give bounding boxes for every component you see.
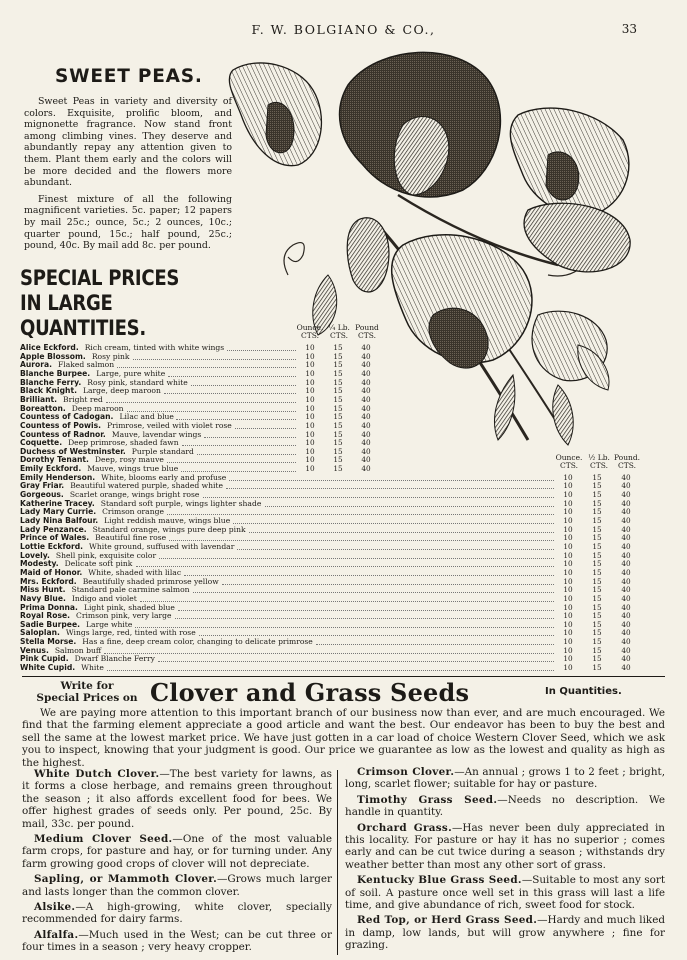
variety-description: Salmon buff bbox=[54, 645, 102, 655]
seed-description: —Needs no description. We handle in quantity. bbox=[345, 793, 665, 819]
variety-description: Has a fine, deep cream color, changing to delicate primrose bbox=[82, 637, 313, 647]
dot-leader bbox=[178, 604, 554, 611]
price-ounce: 10 bbox=[305, 464, 315, 474]
clover-title: Clover and Grass Seeds bbox=[150, 678, 470, 707]
dot-leader bbox=[136, 560, 554, 567]
price-ounce: 10 bbox=[563, 654, 573, 664]
variety-row bbox=[20, 664, 645, 673]
price-pound: 40 bbox=[361, 394, 371, 404]
variety-name: Gray Friar. bbox=[20, 481, 65, 491]
variety-description: Crimson pink, very large bbox=[76, 611, 172, 621]
variety-name: Pink Cupid. bbox=[20, 654, 69, 664]
price-pound: 40 bbox=[621, 524, 631, 534]
price-ounce: 10 bbox=[563, 585, 573, 595]
variety-name: Mrs. Eckford. bbox=[20, 576, 77, 586]
variety-name: Countess of Cadogan. bbox=[20, 412, 114, 422]
variety-name: Boreatton. bbox=[20, 403, 66, 413]
variety-name: Lottie Eckford. bbox=[20, 541, 84, 551]
price-quarter-lb: 15 bbox=[592, 524, 602, 534]
seed-description: —Grows much larger and lasts longer than the common clover. bbox=[22, 873, 332, 898]
special-line-2: IN LARGE QUANTITIES. bbox=[20, 291, 147, 340]
price-pound: 40 bbox=[621, 498, 631, 508]
variety-name: Lady Nina Balfour. bbox=[20, 516, 99, 525]
variety-name: Coquette. bbox=[20, 438, 63, 448]
dot-leader bbox=[227, 344, 296, 351]
price-quarter-lb: 15 bbox=[592, 541, 602, 551]
price-quarter-lb: 15 bbox=[592, 533, 602, 543]
price-pound: 40 bbox=[361, 377, 371, 387]
price-ounce: 10 bbox=[305, 455, 315, 465]
dot-leader bbox=[204, 431, 296, 438]
price-pound: 40 bbox=[621, 507, 631, 517]
price-ounce: 10 bbox=[305, 351, 315, 361]
variety-description: Light reddish mauve, wings blue bbox=[104, 516, 231, 525]
price-pound: 40 bbox=[621, 585, 631, 595]
intro-paragraph-2: Finest mixture of all the following magnificent varieties. 5c. paper; 12 papers by mail 25c.; ounce, 5c.; 2 ounces, 10c.; quarter pound, 15c.; half pound, 25c.; pound, 40c. By mail add 8c. per pound. bbox=[24, 193, 232, 252]
seed-description: —Much used in the West; can be cut three or four times in a season ; very heavy cropper. bbox=[22, 928, 332, 954]
price-quarter-lb: 15 bbox=[592, 516, 602, 525]
price-quarter-lb: 15 bbox=[333, 343, 343, 352]
special-prices-heading bbox=[20, 266, 218, 341]
price-quarter-lb: 15 bbox=[333, 368, 343, 378]
variety-description: White bbox=[81, 663, 104, 673]
col-pound-header: Pound CTS. bbox=[355, 323, 379, 340]
seed-name: White Dutch Clover. bbox=[34, 768, 160, 780]
special-prices-on-text: Special Prices on bbox=[36, 692, 138, 704]
variety-name: Lovely. bbox=[20, 550, 50, 560]
price-ounce: 10 bbox=[563, 611, 573, 621]
dot-leader bbox=[229, 474, 554, 481]
dot-leader bbox=[197, 448, 296, 455]
variety-description: Scarlet orange, wings bright rose bbox=[69, 490, 200, 500]
dot-leader bbox=[104, 647, 554, 654]
variety-description: White, blooms early and profuse bbox=[101, 472, 227, 482]
price-quarter-lb: 15 bbox=[333, 429, 343, 439]
price-quarter-lb: 15 bbox=[333, 464, 343, 474]
dot-leader bbox=[203, 491, 554, 498]
variety-description: Standard orange, wings pure deep pink bbox=[92, 524, 246, 534]
intro-paragraph-1: Sweet Peas in variety and diversity of colors. Exquisite, prolific bloom, and mignonette fragrance. Now stand front among climbing vines. They deserve and abundantly repay any attention given to them. Plant them early and the colors will be more decided and the flowers more abundant. bbox=[24, 96, 232, 189]
variety-description: Dwarf Blanche Ferry bbox=[74, 654, 155, 664]
seed-name: Red Top, or Herd Grass Seed. bbox=[357, 914, 538, 927]
seed-entry bbox=[22, 929, 332, 954]
price-ounce: 10 bbox=[305, 368, 315, 378]
variety-name: Prima Donna. bbox=[20, 602, 78, 612]
price-ounce: 10 bbox=[563, 481, 573, 491]
variety-description: Large, pure white bbox=[96, 368, 166, 378]
variety-description: Standard pale carmine salmon bbox=[71, 585, 190, 595]
dot-leader bbox=[167, 456, 296, 463]
dot-leader bbox=[167, 508, 554, 515]
price-quarter-lb: 15 bbox=[592, 619, 602, 629]
price-pound: 40 bbox=[361, 429, 371, 439]
price-quarter-lb: 15 bbox=[592, 490, 602, 500]
price-pound: 40 bbox=[361, 446, 371, 456]
dot-leader bbox=[158, 655, 554, 662]
variety-description: Mauve, lavendar wings bbox=[111, 429, 202, 439]
price-quarter-lb: 15 bbox=[592, 663, 602, 673]
variety-name: Modesty. bbox=[20, 559, 59, 569]
price-ounce: 10 bbox=[563, 472, 573, 482]
price-ounce: 10 bbox=[563, 645, 573, 655]
seed-description: —A high-growing, white clover, specially recommended for dairy farms. bbox=[22, 901, 332, 926]
seed-name: Orchard Grass. bbox=[357, 821, 453, 834]
dot-leader bbox=[182, 439, 296, 446]
price-ounce: 10 bbox=[563, 550, 573, 560]
price-quarter-lb: 15 bbox=[592, 654, 602, 664]
price-ounce: 10 bbox=[563, 628, 573, 638]
price-ounce: 10 bbox=[305, 386, 315, 396]
price-ounce: 10 bbox=[563, 541, 573, 551]
variety-row bbox=[20, 638, 645, 647]
variety-name: White Cupid. bbox=[20, 663, 76, 673]
price-pound: 40 bbox=[621, 541, 631, 551]
variety-name: Brilliant. bbox=[20, 394, 57, 404]
variety-name: Stella Morse. bbox=[20, 637, 77, 647]
dot-leader bbox=[135, 621, 554, 628]
page-number: 33 bbox=[621, 22, 637, 36]
seed-entry bbox=[345, 874, 665, 911]
variety-row bbox=[20, 655, 645, 664]
price-ounce: 10 bbox=[563, 559, 573, 569]
price-ounce: 10 bbox=[563, 507, 573, 517]
price-pound: 40 bbox=[361, 368, 371, 378]
price-quarter-lb: 15 bbox=[333, 360, 343, 370]
variety-description: Rosy pink bbox=[91, 351, 130, 361]
seed-name: Kentucky Blue Grass Seed. bbox=[357, 874, 522, 887]
seeds-left-column bbox=[22, 768, 332, 957]
dot-leader bbox=[184, 569, 554, 576]
dot-leader bbox=[107, 664, 554, 671]
price-ounce: 10 bbox=[305, 394, 315, 404]
seed-entry bbox=[22, 901, 332, 926]
clover-intro: We are paying more attention to this important branch of our business now than ever, and are much encouraged. We find that the farming element appreciate a good article and want the best. Our endeavor has been to buy the best and sell the same at the lowest market price. We have just gotten in a car load of choice Western Clover Seed, which we ask you to inspect, knowing that your judgment is good. Our price we guarantee as low as the lowest and quality as high as the highest. bbox=[22, 707, 665, 769]
price-ounce: 10 bbox=[305, 420, 315, 430]
variety-name: Black Knight. bbox=[20, 386, 77, 396]
price-ounce: 10 bbox=[563, 637, 573, 647]
dot-leader bbox=[265, 500, 554, 507]
variety-name: Emily Henderson. bbox=[20, 472, 96, 482]
dot-leader bbox=[226, 482, 554, 489]
col-ounce-header-b: Ounce. CTS. bbox=[555, 453, 583, 470]
seed-entry bbox=[345, 766, 665, 791]
variety-description: Delicate soft pink bbox=[64, 559, 133, 569]
variety-description: Purple standard bbox=[131, 446, 194, 456]
variety-description: Crimson orange bbox=[102, 507, 164, 517]
price-pound: 40 bbox=[621, 628, 631, 638]
price-quarter-lb: 15 bbox=[333, 386, 343, 396]
seed-entry bbox=[22, 873, 332, 898]
dot-leader bbox=[169, 534, 554, 541]
price-pound: 40 bbox=[621, 481, 631, 491]
variety-description: White, shaded with lilac bbox=[88, 567, 182, 577]
variety-description: Indigo and violet bbox=[71, 593, 137, 603]
price-ounce: 10 bbox=[563, 593, 573, 603]
price-pound: 40 bbox=[361, 438, 371, 448]
dot-leader bbox=[127, 405, 296, 412]
price-quarter-lb: 15 bbox=[333, 446, 343, 456]
price-quarter-lb: 15 bbox=[333, 377, 343, 387]
write-for-text: Write for bbox=[60, 680, 114, 692]
price-quarter-lb: 15 bbox=[592, 567, 602, 577]
variety-name: Countess of Powis. bbox=[20, 420, 102, 430]
price-ounce: 10 bbox=[305, 429, 315, 439]
variety-name: Gorgeous. bbox=[20, 490, 64, 500]
price-ounce: 10 bbox=[563, 576, 573, 586]
price-quarter-lb: 15 bbox=[592, 472, 602, 482]
variety-description: Light pink, shaded blue bbox=[83, 602, 175, 612]
variety-description: Beautiful fine rose bbox=[95, 533, 167, 543]
price-ounce: 10 bbox=[563, 524, 573, 534]
variety-description: Deep maroon bbox=[71, 403, 124, 413]
variety-name: Apple Blossom. bbox=[20, 351, 86, 361]
variety-description: Bright red bbox=[63, 394, 103, 404]
price-pound: 40 bbox=[621, 550, 631, 560]
price-ounce: 10 bbox=[563, 498, 573, 508]
price-quarter-lb: 15 bbox=[592, 645, 602, 655]
variety-name: Aurora. bbox=[20, 360, 52, 370]
dot-leader bbox=[316, 638, 554, 645]
seed-entry bbox=[22, 833, 332, 870]
seed-description: —Hardy and much liked in damp, low lands, but will grow anywhere ; fine for grazing. bbox=[345, 914, 665, 952]
price-quarter-lb: 15 bbox=[592, 576, 602, 586]
price-pound: 40 bbox=[621, 645, 631, 655]
col-ounce-header: Ounce. CTS. bbox=[296, 323, 324, 340]
dot-leader bbox=[249, 526, 554, 533]
dot-leader bbox=[133, 353, 296, 360]
seed-entry bbox=[345, 794, 665, 819]
column-divider bbox=[337, 770, 338, 955]
variety-description: Beautiful watered purple, shaded white bbox=[70, 481, 223, 491]
price-ounce: 10 bbox=[563, 516, 573, 525]
variety-name: Prince of Wales. bbox=[20, 533, 90, 543]
price-quarter-lb: 15 bbox=[592, 507, 602, 517]
variety-name: Dorothy Tenant. bbox=[20, 455, 89, 465]
dot-leader bbox=[181, 465, 296, 472]
variety-name: Alice Eckford. bbox=[20, 343, 79, 352]
seeds-right-column bbox=[345, 766, 665, 955]
price-ounce: 10 bbox=[305, 360, 315, 370]
variety-description: Large white bbox=[86, 619, 133, 629]
price-quarter-lb: 15 bbox=[333, 403, 343, 413]
price-pound: 40 bbox=[621, 602, 631, 612]
price-quarter-lb: 15 bbox=[592, 628, 602, 638]
price-quarter-lb: 15 bbox=[333, 412, 343, 422]
variety-name: Emily Eckford. bbox=[20, 464, 82, 474]
price-ounce: 10 bbox=[563, 619, 573, 629]
seed-entry bbox=[22, 768, 332, 830]
price-pound: 40 bbox=[361, 455, 371, 465]
price-quarter-lb: 15 bbox=[333, 438, 343, 448]
section-divider bbox=[22, 676, 665, 677]
page-header: F. W. BOLGIANO & CO., bbox=[251, 22, 436, 37]
dot-leader bbox=[164, 387, 296, 394]
variety-name: Navy Blue. bbox=[20, 593, 66, 603]
price-quarter-lb: 15 bbox=[592, 585, 602, 595]
variety-name: Venus. bbox=[20, 645, 49, 655]
variety-description: Large, deep maroon bbox=[82, 386, 161, 396]
price-pound: 40 bbox=[361, 420, 371, 430]
price-quarter-lb: 15 bbox=[592, 550, 602, 560]
variety-description: Wings large, red, tinted with rose bbox=[65, 628, 196, 638]
price-quarter-lb: 15 bbox=[333, 455, 343, 465]
dot-leader bbox=[140, 595, 554, 602]
price-pound: 40 bbox=[621, 533, 631, 543]
variety-description: Rosy pink, standard white bbox=[87, 377, 188, 387]
price-pound: 40 bbox=[621, 619, 631, 629]
seed-description: —An annual ; grows 1 to 2 feet ; bright, long, scarlet flower; suitable for hay or pasture. bbox=[345, 766, 665, 791]
price-pound: 40 bbox=[621, 559, 631, 569]
price-pound: 40 bbox=[621, 490, 631, 500]
special-line-1: SPECIAL PRICES bbox=[20, 266, 180, 290]
sweet-peas-title: SWEET PEAS. bbox=[55, 66, 203, 87]
price-pound: 40 bbox=[621, 637, 631, 647]
variety-name: Countess of Radnor. bbox=[20, 429, 106, 439]
price-pound: 40 bbox=[621, 576, 631, 586]
price-ounce: 10 bbox=[563, 490, 573, 500]
seed-name: Crimson Clover. bbox=[357, 766, 455, 778]
variety-description: White ground, suffused with lavendar bbox=[89, 541, 235, 551]
price-pound: 40 bbox=[361, 351, 371, 361]
write-for-block bbox=[22, 680, 152, 704]
price-ounce: 10 bbox=[305, 343, 315, 352]
variety-name: Sadie Burpee. bbox=[20, 619, 80, 629]
price-pound: 40 bbox=[621, 611, 631, 621]
price-ounce: 10 bbox=[563, 663, 573, 673]
dot-leader bbox=[106, 396, 296, 403]
col-pound-header-b: Pound. CTS. bbox=[613, 453, 641, 470]
price-pound: 40 bbox=[621, 516, 631, 525]
dot-leader bbox=[222, 578, 554, 585]
dot-leader bbox=[117, 361, 296, 368]
variety-description: Standard soft purple, wings lighter shade bbox=[100, 498, 262, 508]
in-quantities-text: In Quantities. bbox=[545, 686, 622, 697]
price-ounce: 10 bbox=[305, 377, 315, 387]
price-ounce: 10 bbox=[305, 412, 315, 422]
variety-name: Katherine Tracey. bbox=[20, 498, 95, 508]
variety-description: Deep, rosy mauve bbox=[94, 455, 164, 465]
dot-leader bbox=[168, 370, 296, 377]
variety-name: Lady Penzance. bbox=[20, 524, 87, 534]
dot-leader bbox=[235, 422, 296, 429]
dot-leader bbox=[233, 517, 554, 524]
variety-name: Duchess of Westminster. bbox=[20, 446, 126, 456]
price-quarter-lb: 15 bbox=[333, 351, 343, 361]
price-ounce: 10 bbox=[563, 602, 573, 612]
variety-description: Beautifully shaded primrose yellow bbox=[82, 576, 219, 586]
price-pound: 40 bbox=[621, 663, 631, 673]
seed-description: —One of the most valuable farm crops, for pasture and hay, or for turning under. Any farm growing good crops of clover will not depreciate. bbox=[22, 833, 332, 870]
variety-name: Saloplan. bbox=[20, 628, 60, 638]
variety-description: Primrose, veiled with violet rose bbox=[107, 420, 232, 430]
price-quarter-lb: 15 bbox=[592, 498, 602, 508]
price-quarter-lb: 15 bbox=[592, 559, 602, 569]
seed-name: Sapling, or Mammoth Clover. bbox=[34, 873, 218, 886]
dot-leader bbox=[237, 543, 554, 550]
price-quarter-lb: 15 bbox=[592, 481, 602, 491]
variety-name: Miss Hunt. bbox=[20, 585, 66, 595]
seed-name: Timothy Grass Seed. bbox=[357, 793, 498, 806]
seed-name: Alsike. bbox=[34, 901, 76, 914]
price-pound: 40 bbox=[361, 343, 371, 352]
dot-leader bbox=[191, 379, 296, 386]
price-quarter-lb: 15 bbox=[592, 611, 602, 621]
price-ounce: 10 bbox=[563, 567, 573, 577]
variety-name: Blanche Burpee. bbox=[20, 368, 91, 378]
seed-description: —Suitable to most any sort of soil. A pasture once well set in this grass will last a life time, and give abundance of rich, sweet food for stock. bbox=[345, 874, 665, 912]
seed-description: —Has never been duly appreciated in this locality. For pasture or hay it has no superior ; comes early and can be cut twice during a season ; withstands dry weather better than most any other sort of grass. bbox=[345, 821, 665, 871]
price-quarter-lb: 15 bbox=[592, 637, 602, 647]
dot-leader bbox=[199, 629, 554, 636]
price-ounce: 10 bbox=[305, 438, 315, 448]
dot-leader bbox=[159, 552, 554, 559]
seed-name: Medium Clover Seed. bbox=[34, 833, 173, 846]
price-pound: 40 bbox=[621, 654, 631, 664]
price-pound: 40 bbox=[621, 567, 631, 577]
sweet-peas-intro bbox=[24, 96, 232, 257]
col-quarter-lb-header-b: ½ Lb. CTS. bbox=[588, 453, 610, 470]
price-pound: 40 bbox=[621, 593, 631, 603]
price-pound: 40 bbox=[361, 412, 371, 422]
variety-description: Rich cream, tinted with white wings bbox=[84, 343, 225, 352]
price-pound: 40 bbox=[361, 403, 371, 413]
seed-name: Alfalfa. bbox=[34, 928, 79, 941]
variety-name: Royal Rose. bbox=[20, 611, 71, 621]
col-quarter-lb-header: ¼ Lb. CTS. bbox=[328, 323, 350, 340]
variety-name: Maid of Honor. bbox=[20, 567, 83, 577]
price-quarter-lb: 15 bbox=[592, 602, 602, 612]
price-pound: 40 bbox=[361, 386, 371, 396]
price-ounce: 10 bbox=[563, 533, 573, 543]
price-quarter-lb: 15 bbox=[333, 420, 343, 430]
dot-leader bbox=[176, 413, 296, 420]
variety-description: Mauve, wings true blue bbox=[87, 464, 179, 474]
variety-description: Shell pink, exquisite color bbox=[55, 550, 157, 560]
seed-entry bbox=[345, 822, 665, 872]
price-quarter-lb: 15 bbox=[333, 394, 343, 404]
seed-entry bbox=[345, 914, 665, 951]
dot-leader bbox=[175, 612, 554, 619]
dot-leader bbox=[193, 586, 554, 593]
price-ounce: 10 bbox=[305, 446, 315, 456]
price-quarter-lb: 15 bbox=[592, 593, 602, 603]
variety-description: Deep primrose, shaded fawn bbox=[68, 438, 179, 448]
variety-name: Blanche Ferry. bbox=[20, 377, 82, 387]
price-pound: 40 bbox=[361, 360, 371, 370]
price-pound: 40 bbox=[361, 464, 371, 474]
price-ounce: 10 bbox=[305, 403, 315, 413]
variety-name: Lady Mary Currie. bbox=[20, 507, 97, 517]
variety-description: Flaked salmon bbox=[58, 360, 115, 370]
price-pound: 40 bbox=[621, 472, 631, 482]
variety-description: Lilac and blue bbox=[119, 412, 174, 422]
seed-description: —The best variety for lawns, as it forms a close herbage, and remains green throughout the season ; it also affords excellent food for bees. We offer highest grades of seeds only. Per pound, 25c. By mail, 33c. per pound. bbox=[22, 768, 332, 830]
